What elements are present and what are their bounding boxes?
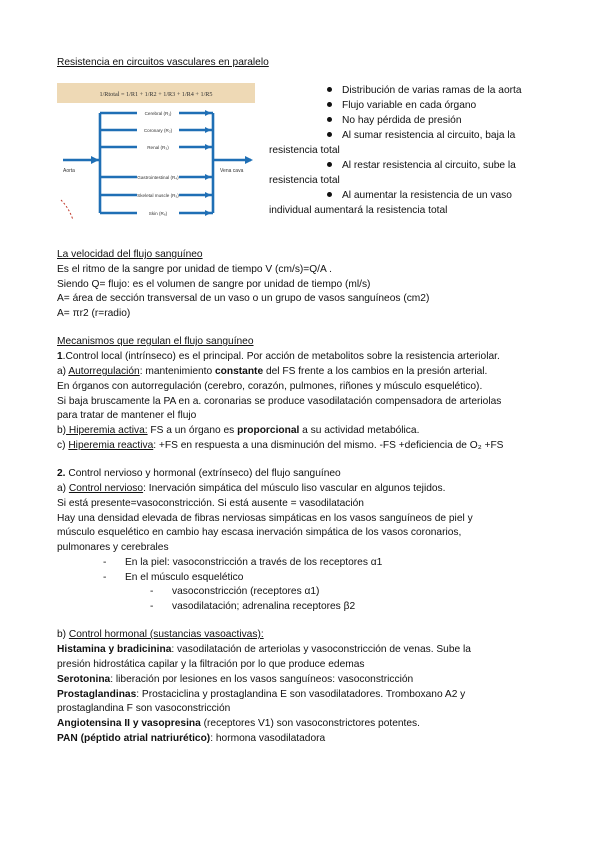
- hormonal-1: Histamina y bradicinina: vasodilatación de arteriolas y vasoconstricción de venas. Sube la: [57, 644, 471, 655]
- mec-line-2: a) Autorregulación: mantenimiento constante del FS frente a los cambios en la presión arterial.: [57, 366, 488, 377]
- branch-arrow: [205, 127, 211, 133]
- mec-line-6: b) Hiperemia activa: FS a un órgano es proporcional a su actividad metabólica.: [57, 425, 420, 436]
- mec-line-7: c) Hiperemia reactiva: +FS en respuesta a una disminución del mismo. -FS +deficiencia de O₂ +FS: [57, 440, 504, 451]
- organ-label: Cerebral (R₁): [144, 111, 172, 116]
- hormonal-1b: presión hidrostática capilar y la filtración por lo que produce edemas: [57, 659, 365, 670]
- organ-label: Coronary (R₂): [143, 128, 173, 133]
- organ-label: Skeletal muscle (R₅): [137, 193, 179, 198]
- hormonal-5: PAN (péptido atrial natriurético): hormona vasodilatadora: [57, 733, 326, 744]
- formula-text: 1/Rtotal = 1/R1 + 1/R2 + 1/R3 + 1/R4 + 1/R5: [99, 91, 213, 98]
- velocidad-line-4: A= πr2 (r=radio): [57, 308, 131, 319]
- control2-l5: pulmonares y cerebrales: [57, 542, 169, 553]
- branch-arrow: [205, 110, 211, 116]
- bullet-1: Distribución de varias ramas de la aorta: [327, 84, 522, 98]
- mec-line-5: para tratar de mantener el flujo: [57, 410, 197, 421]
- branch-arrow: [205, 144, 211, 150]
- control2-sub-2: - vasodilatación; adrenalina receptores β2: [150, 601, 356, 612]
- control2-dash-1: - En la piel: vasoconstricción a través de los receptores α1: [103, 557, 383, 568]
- bullet-4-cont: resistencia total: [269, 145, 340, 156]
- velocidad-line-2: Siendo Q= flujo: es el volumen de sangre por unidad de tiempo (ml/s): [57, 279, 371, 290]
- control2-title: 2. Control nervioso y hormonal (extrínseco) del flujo sanguíneo: [57, 468, 341, 479]
- control2-l4: músculo esquelético en cambio hay escasa inervación simpática de los vasos coronarios,: [57, 527, 462, 538]
- hormonal-2: Serotonina: liberación por lesiones en los vasos sanguíneos: vasoconstricción: [57, 674, 414, 685]
- velocidad-heading: La velocidad del flujo sanguíneo: [57, 249, 203, 260]
- control2-dash-2: - En el músculo esquelético: [103, 572, 244, 583]
- parallel-circuit-diagram: [55, 80, 260, 230]
- control2-l3: Hay una densidad elevada de fibras nerviosas simpáticas en los vasos sanguíneos de piel y: [57, 513, 473, 524]
- bullet-5-cont: resistencia total: [269, 175, 340, 186]
- branch-arrow: [205, 174, 211, 180]
- bullet-4: Al sumar resistencia al circuito, baja la: [327, 129, 515, 143]
- bullet-3: No hay pérdida de presión: [327, 114, 462, 128]
- circuit-svg: [55, 80, 260, 230]
- mec-line-3: En órganos con autorregulación (cerebro, corazón, pulmones, riñones y músculo esquelético).: [57, 381, 483, 392]
- hormonal-3b: prostaglandina F son vasoconstricción: [57, 703, 231, 714]
- organ-label: Renal (R₃): [147, 145, 169, 150]
- velocidad-line-1: Es el ritmo de la sangre por unidad de tiempo V (cm/s)=Q/A .: [57, 264, 332, 275]
- bullet-2: Flujo variable en cada órgano: [327, 99, 476, 113]
- branch-arrow: [205, 210, 211, 216]
- bullet-6: Al aumentar la resistencia de un vaso: [327, 189, 512, 203]
- control2-a: a) Control nervioso: Inervación simpática del músculo liso vascular en algunos tejidos.: [57, 483, 446, 494]
- organ-label: Skin (R₆): [148, 211, 168, 216]
- vena-cava-label: Vena cava: [220, 168, 244, 174]
- organ-label: Gastrointestinal (R₄): [137, 175, 179, 180]
- hormonal-3: Prostaglandinas: Prostaciclina y prostaglandina E son vasodilatadores. Tromboxano A2 y: [57, 689, 466, 700]
- page-title: Resistencia en circuitos vasculares en paralelo: [57, 57, 269, 68]
- hormonal-4: Angiotensina II y vasopresina (receptores V1) son vasoconstrictores potentes.: [57, 718, 420, 729]
- aorta-label: Aorta: [63, 168, 75, 174]
- mecanismos-heading: Mecanismos que regulan el flujo sanguíneo: [57, 336, 254, 347]
- control2-sub-1: - vasoconstricción (receptores α1): [150, 586, 320, 597]
- velocidad-line-3: A= área de sección transversal de un vaso o un grupo de vasos sanguíneos (cm2): [57, 293, 430, 304]
- hormonal-heading: b) Control hormonal (sustancias vasoactivas):: [57, 629, 264, 640]
- bullet-5: Al restar resistencia al circuito, sube la: [327, 159, 516, 173]
- bullet-6-cont: individual aumentará la resistencia total: [269, 205, 448, 216]
- mec-line-1: 1.Control local (intrínseco) es el principal. Por acción de metabolitos sobre la resistencia arteriolar.: [57, 351, 500, 362]
- mec-line-4: Si baja bruscamente la PA en a. coronarias se produce vasodilatación compensadora de arteriolas: [57, 396, 502, 407]
- control2-l2: Si está presente=vasoconstricción. Si está ausente = vasodilatación: [57, 498, 364, 509]
- branch-arrow: [205, 192, 211, 198]
